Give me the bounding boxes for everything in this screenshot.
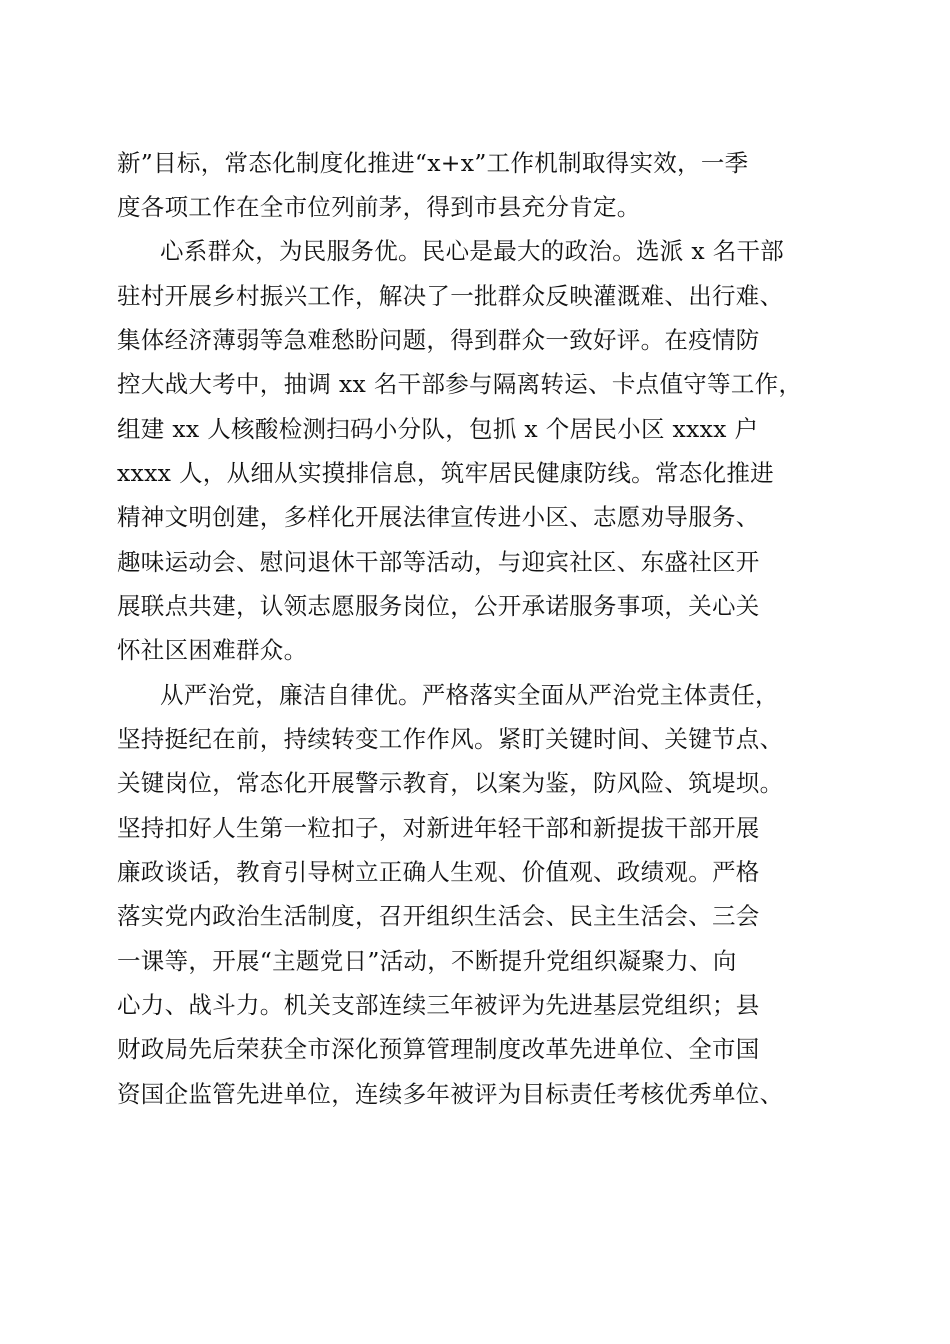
paragraph-line: 怀社区困难群众。 <box>117 636 308 664</box>
paragraph-line: xxxx 人，从细从实摸排信息，筑牢居民健康防线。常态化推进 <box>117 459 774 487</box>
paragraph-line: 资国企监管先进单位，连续多年被评为目标责任考核优秀单位、 <box>117 1080 784 1108</box>
paragraph-line: 一课等，开展“主题党日”活动，不断提升党组织凝聚力、向 <box>117 947 737 975</box>
paragraph-line: 驻村开展乡村振兴工作，解决了一批群众反映灌溉难、出行难、 <box>117 282 784 310</box>
paragraph-line: 关键岗位，常态化开展警示教育，以案为鉴，防风险、筑堤坝。 <box>117 769 784 797</box>
paragraph-line: 控大战大考中，抽调 xx 名干部参与隔离转运、卡点值守等工作， <box>117 370 803 398</box>
paragraph-line: 精神文明创建，多样化开展法律宣传进小区、志愿劝导服务、 <box>117 503 760 531</box>
paragraph-line: 组建 xx 人核酸检测扫码小分队，包抓 x 个居民小区 xxxx 户 <box>117 415 759 443</box>
paragraph-line: 从严治党，廉洁自律优。严格落实全面从严治党主体责任， <box>160 681 779 709</box>
paragraph-line: 展联点共建，认领志愿服务岗位，公开承诺服务事项，关心关 <box>117 592 760 620</box>
paragraph-line: 集体经济薄弱等急难愁盼问题，得到群众一致好评。在疫情防 <box>117 326 760 354</box>
paragraph-line: 坚持挺纪在前，持续转变工作作风。紧盯关键时间、关键节点、 <box>117 725 784 753</box>
paragraph-line: 心系群众，为民服务优。民心是最大的政治。选派 x 名干部 <box>160 237 785 265</box>
paragraph-line: 财政局先后荣获全市深化预算管理制度改革先进单位、全市国 <box>117 1035 760 1063</box>
paragraph-line: 趣味运动会、慰问退休干部等活动，与迎宾社区、东盛社区开 <box>117 548 760 576</box>
paragraph-line: 度各项工作在全市位列前茅，得到市县充分肯定。 <box>117 193 641 221</box>
paragraph-line: 落实党内政治生活制度，召开组织生活会、民主生活会、三会 <box>117 902 760 930</box>
paragraph-line: 坚持扣好人生第一粒扣子，对新进年轻干部和新提拔干部开展 <box>117 814 760 842</box>
paragraph-line: 新”目标，常态化制度化推进“x+x”工作机制取得实效，一季 <box>117 149 749 177</box>
paragraph-line: 廉政谈话，教育引导树立正确人生观、价值观、政绩观。严格 <box>117 858 760 886</box>
paragraph-line: 心力、战斗力。机关支部连续三年被评为先进基层党组织；县 <box>117 991 760 1019</box>
